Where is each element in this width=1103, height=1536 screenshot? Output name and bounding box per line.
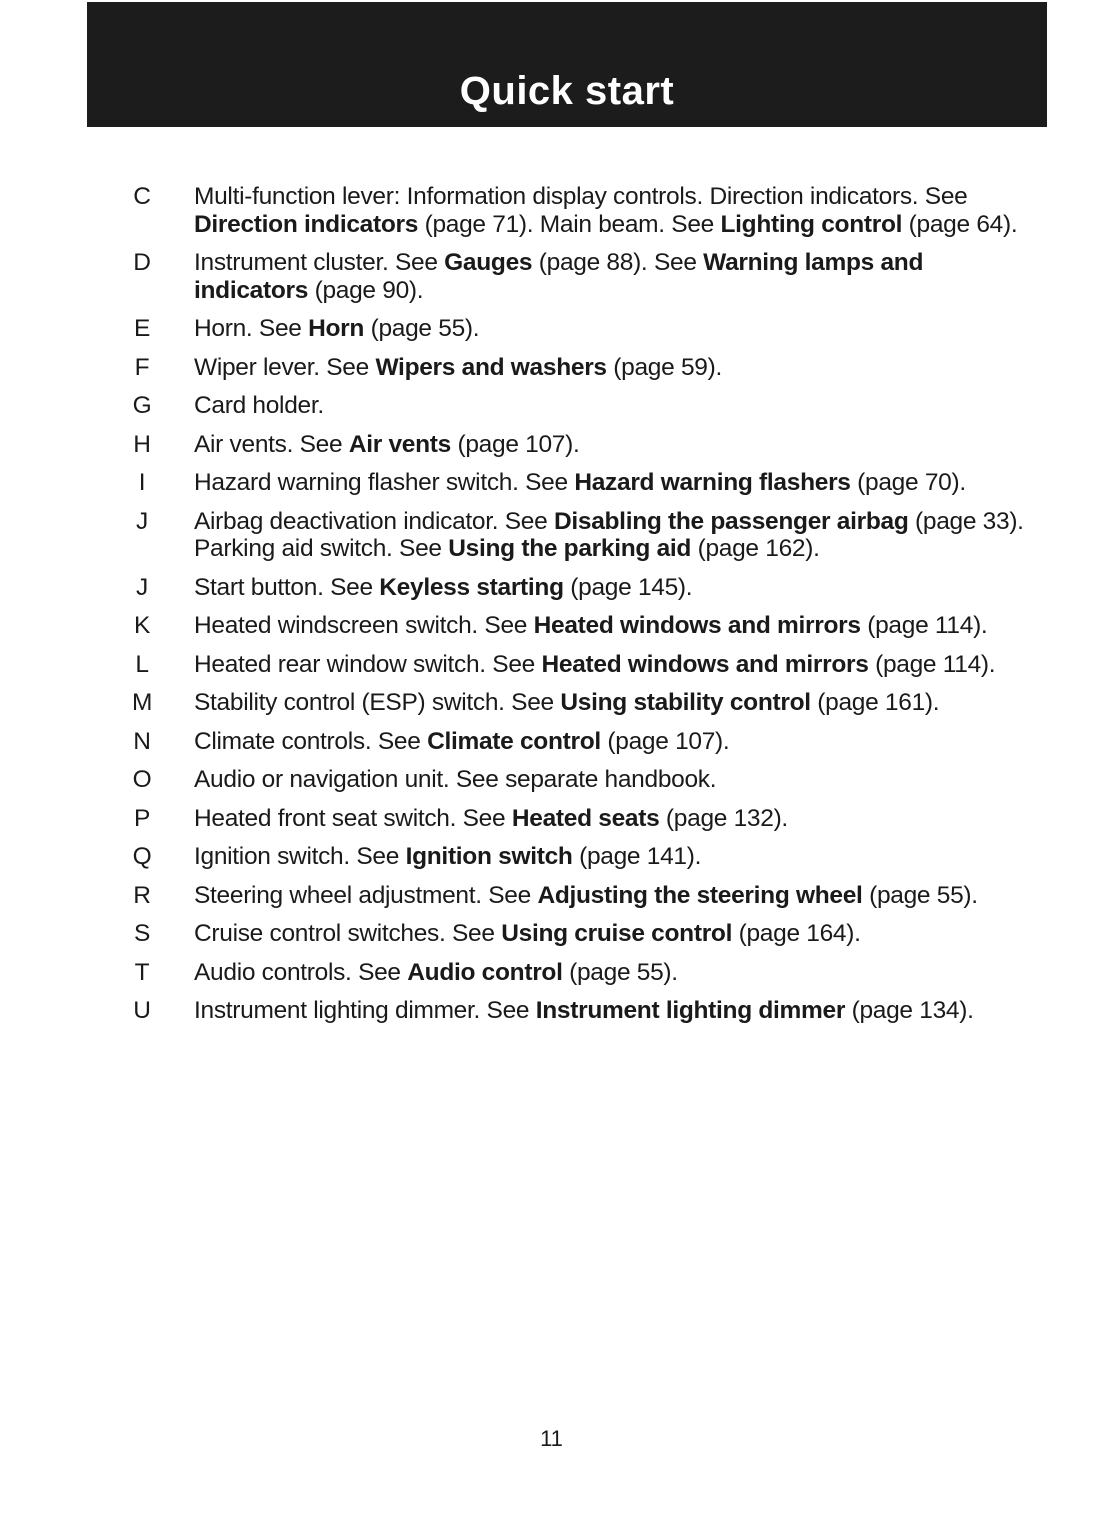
description-text: Steering wheel adjustment. See — [194, 881, 538, 909]
cross-reference: Warning lamps and indicators — [194, 249, 924, 304]
description-text: (page 141). — [572, 843, 702, 870]
legend-entry — [120, 354, 1040, 382]
description-text: Heated rear window switch. See — [194, 650, 542, 678]
legend-letter: K — [133, 612, 151, 639]
legend-entry — [120, 997, 1040, 1025]
description-text: (page 59). — [606, 353, 722, 381]
cross-reference: Lighting control — [720, 210, 903, 238]
legend-description — [194, 612, 1040, 640]
legend-entry — [120, 651, 1040, 679]
legend-entry — [120, 882, 1040, 910]
page-number: 11 — [540, 1426, 563, 1451]
description-text: Multi-function lever: Information display controls. Direction indicators. See — [194, 183, 968, 210]
legend-letter: H — [133, 430, 151, 458]
description-text: (page 145). — [563, 573, 693, 601]
legend-entry — [120, 689, 1040, 717]
legend-description — [194, 392, 1040, 420]
legend-description — [194, 959, 1040, 987]
legend-description — [194, 431, 1040, 459]
cross-reference: Gauges — [444, 249, 533, 276]
page-title: Quick start — [459, 69, 675, 113]
description-text: Air vents. See — [194, 430, 349, 458]
cross-reference: Using the parking aid — [448, 535, 692, 562]
legend-description — [194, 354, 1040, 382]
legend-list — [120, 183, 1040, 1036]
legend-description — [194, 766, 1040, 794]
cross-reference: Using stability control — [560, 689, 811, 716]
cross-reference: Using cruise control — [501, 920, 733, 947]
legend-description — [194, 574, 1040, 602]
legend-letter: O — [132, 766, 152, 793]
legend-entry — [120, 805, 1040, 833]
description-text: (page 55). — [862, 881, 978, 909]
legend-letter: T — [134, 958, 150, 986]
description-text: (page 132). — [659, 804, 788, 832]
legend-entry — [120, 843, 1040, 871]
legend-letter: C — [133, 183, 151, 210]
description-text: (page 114). — [868, 650, 996, 678]
legend-letter: J — [136, 507, 148, 535]
description-text: Instrument cluster. See — [194, 249, 445, 276]
legend-entry — [120, 728, 1040, 756]
cross-reference: Ignition switch — [405, 843, 573, 870]
legend-letter: M — [131, 689, 153, 716]
section-header — [87, 2, 1047, 127]
description-text: (page 134). — [845, 997, 974, 1024]
description-text: Climate controls. See — [194, 727, 428, 755]
cross-reference: Keyless starting — [379, 573, 564, 601]
legend-entry — [120, 183, 1040, 238]
description-text: Audio controls. See — [194, 958, 408, 986]
legend-letter: I — [138, 469, 146, 496]
description-text: Wiper lever. See — [194, 353, 376, 381]
description-text: Cruise control switches. See — [194, 920, 502, 947]
description-text: (page 55). — [562, 958, 678, 986]
description-text: Heated windscreen switch. See — [194, 612, 534, 639]
legend-description — [194, 843, 1040, 871]
description-text: (page 107). — [450, 430, 580, 458]
cross-reference: Heated windows and mirrors — [541, 650, 869, 678]
cross-reference: Hazard warning flashers — [574, 469, 851, 496]
legend-entry — [120, 508, 1040, 563]
description-text: (page 90). — [308, 276, 424, 304]
legend-description — [194, 469, 1040, 497]
legend-letter: D — [133, 249, 151, 276]
legend-description — [194, 249, 1040, 304]
legend-description — [194, 651, 1040, 679]
legend-letter: F — [134, 353, 150, 381]
legend-description — [194, 689, 1040, 717]
legend-letter: Q — [132, 843, 152, 870]
legend-letter: R — [133, 881, 151, 909]
legend-letter: E — [133, 315, 151, 342]
description-text: Audio or navigation unit. See separate handbook. — [194, 766, 717, 793]
legend-entry — [120, 959, 1040, 987]
description-text: (page 71). Main beam. See — [418, 210, 721, 238]
cross-reference: Adjusting the steering wheel — [537, 881, 863, 909]
description-text: (page 33). Parking aid switch. See — [194, 507, 1024, 562]
legend-description — [194, 882, 1040, 910]
legend-entry — [120, 612, 1040, 640]
legend-description — [194, 183, 1040, 238]
description-text: (page 114). — [860, 612, 988, 639]
description-text: (page 70). — [850, 469, 966, 496]
legend-entry — [120, 920, 1040, 948]
legend-letter: U — [133, 997, 151, 1024]
description-text: Start button. See — [194, 573, 380, 601]
legend-entry — [120, 766, 1040, 794]
legend-entry — [120, 469, 1040, 497]
legend-entry — [120, 574, 1040, 602]
description-text: Heated front seat switch. See — [194, 804, 512, 832]
cross-reference: Heated seats — [511, 804, 660, 832]
legend-entry — [120, 315, 1040, 343]
cross-reference: Air vents — [348, 430, 451, 458]
legend-description — [194, 508, 1040, 563]
description-text: (page 161). — [810, 689, 940, 716]
description-text: (page 55). — [364, 315, 480, 342]
description-text: Horn. See — [194, 315, 309, 342]
legend-letter: N — [133, 727, 151, 755]
legend-letter: S — [133, 920, 151, 947]
cross-reference: Disabling the passenger airbag — [553, 507, 909, 535]
description-text: (page 64). — [902, 210, 1018, 238]
legend-letter: J — [136, 573, 148, 601]
description-text: (page 88). See — [532, 249, 704, 276]
legend-entry — [120, 249, 1040, 304]
description-text: (page 164). — [732, 920, 861, 947]
legend-letter: L — [135, 650, 149, 678]
legend-description — [194, 315, 1040, 343]
description-text: Card holder. — [194, 392, 324, 419]
description-text: Ignition switch. See — [194, 843, 406, 870]
description-text: Hazard warning flasher switch. See — [194, 469, 575, 496]
legend-description — [194, 997, 1040, 1025]
legend-letter: G — [132, 392, 152, 419]
description-text: Instrument lighting dimmer. See — [194, 997, 536, 1024]
legend-entry — [120, 431, 1040, 459]
legend-letter: P — [133, 804, 151, 832]
cross-reference: Wipers and washers — [375, 353, 607, 381]
description-text: (page 162). — [691, 535, 820, 562]
legend-entry — [120, 392, 1040, 420]
description-text: Airbag deactivation indicator. See — [194, 507, 554, 535]
legend-description — [194, 920, 1040, 948]
cross-reference: Instrument lighting dimmer — [535, 997, 846, 1024]
legend-description — [194, 728, 1040, 756]
cross-reference: Audio control — [407, 958, 563, 986]
cross-reference: Climate control — [427, 727, 601, 755]
description-text: Stability control (ESP) switch. See — [194, 689, 561, 716]
description-text: (page 107). — [600, 727, 730, 755]
legend-description — [194, 805, 1040, 833]
cross-reference: Heated windows and mirrors — [533, 612, 861, 639]
cross-reference: Horn — [308, 315, 365, 342]
cross-reference: Direction indicators — [194, 210, 419, 238]
